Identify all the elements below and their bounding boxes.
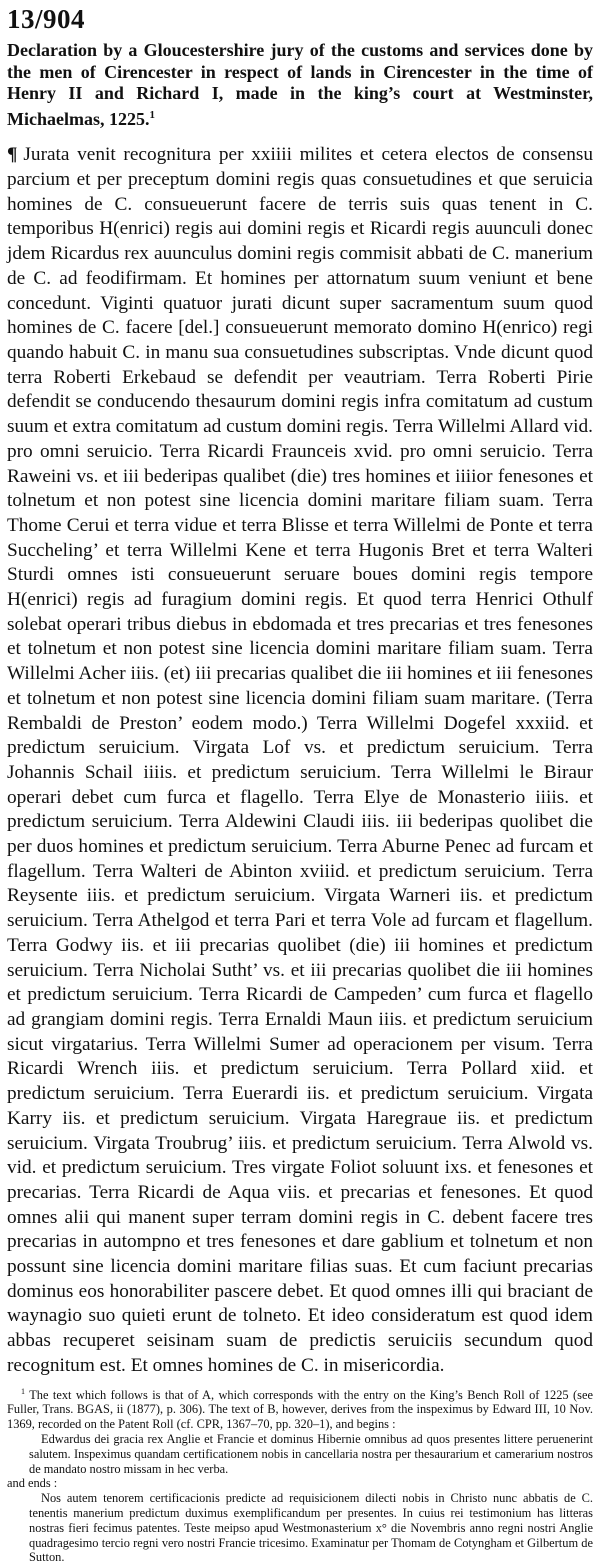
body-paragraph-text: Jurata venit recognitura per xxiiii milites et cetera electos de consensu parcium et per preceptum domini regis quas consuetudines et que seruicia homines de C. consueuerunt facere de terris suis quas tenent in C. temporibus H(enrici) regis aui domini regis et Ricardi regis auunculi donec jdem Ricardus rex auunculus domini regis commisit abbati de C. manerium de C. ad feodifirmam. Et homines per attornatum suum veniunt et bene concedunt. Viginti quatuor jurati dicunt super sacramentum suum quod homines de C. facere [del.] consueuerunt memorato domino H(enrico) regi quando habuit C. in manu sua consuetudines subscriptas. Vnde dicunt quod terra Roberti Erkebaud se defendit per veautriam. Terra Roberti Pirie defendit se conducendo thesaurum domini regis infra comitatum ad custum suum et extra comitatum ad custum domini regis. Terra Willelmi Allard vid. pro omni seruicio. Terra Ricardi Fraunceis xvid. pro omni seruicio. Terra Raweini vs. et iii bederipas qualibet (die) tres homines et iiiior fenesones et tolnetum et non potest sine licencia domini maritare filiam suam. Terra Thome Cerui et terra vidue et terra Blisse et terra Willelmi de Ponte et terra Succheling’ et terra Willelmi Kene et terra Hugonis Bret et terra Walteri Sturdi omnes isti consueuerunt seruare boues domini regis tempore H(enrici) regis ad furagium domini regis. Et quod terra Henrici Othulf solebat operari tribus diebus in ebdomada et tres precarias et tres fenesones et tolnetum et non potest sine licencia domini maritare filiam suam. Terra Willelmi Acher iiis. (et) iii precarias qualibet die iii homines et iii fenesones et tolnetum et non potest sine licencia domini filiam suam maritare. (Terra Rembaldi de Preston’ eodem modo.) Terra Willelmi Dogefel xxxiid. et predictum seruicium. Virgata Lof vs. et predictum seruicium. Terra Johannis Schail iiiis. et predictum seruicium. Terra Willelmi le Biraur operari debet cum furca et flagello. Terra Elye de Monasterio iiiis. et predictum seruicium. Terra Aldewini Claudi iiis. iii bederipas quolibet die per duos homines et predictum seruicium. Terra Aburne Penec ad furcam et flagellum. Terra Walteri de Abinton xviiid. et predictum seruicium. Terra Reysente iiis. et predictum seruicium. Virgata Warneri iis. et predictum seruicium. Terra Athelgod et terra Pari et terra Vole ad furcam et flagellum. Terra Godwy iis. et iii precarias quolibet (die) iii homines et predictum seruicium. Terra Nicholai Sutht’ vs. et iii precarias quolibet die iii homines et predictum seruicium. Terra Ricardi de Campeden’ cum furca et flagello ad grangiam domini regis. Terra Ernaldi Maun iiis. et predictum seruicium sicut virgatarius. Terra Willelmi Sumer ad operacionem per visum. Terra Ricardi Wrench iiis. et predictum seruicium. Terra Pollard xiid. et predictum seruicium. Terra Euerardi iis. et predictum seruicium. Virgata Karry iis. et predictum seruicium. Virgata Haregraue iis. et predictum seruicium. Virgata Troubrug’ iiis. et predictum seruicium. Terra Alwold vs. vid. et predictum seruicium. Tres virgate Foliot soluunt ixs. et fenesones et precarias. Terra Ricardi de Aqua viis. et precarias et fenesones. Et quod omnes alii qui manent super terram domini regis in C. debent facere tres precarias in autompno et tres fenesones et dare gablium et tolnetum et non possunt sine licencia domini maritare filias suas. Et cum faciunt precarias dominus eos honorabiliter pascere debet. Et quod omnes illi qui braciant de waynagio suo quieti erunt de tolneto. Et ideo consideratum est quod idem abbas recuperet seisinam suam de predictis seruiciis secundum quod recognitum est. Et omnes homines de C. in misericordia. — [7, 144, 593, 1376]
footnote-begins-quote: Edwardus dei gracia rex Anglie et Francie et dominus Hibernie omnibus ad quos presentes littere peruenerint salutem. Inspeximus quandam certificationem nobis in cancellaria nostra per thesaurarium et camerarium nostros de mandato nostro missam in hec verba. — [29, 1432, 593, 1476]
footnote-1 — [7, 1385, 593, 1433]
footnotes — [7, 1385, 593, 1565]
document-page — [7, 4, 593, 1565]
document-heading — [7, 40, 593, 130]
heading-text: Declaration by a Gloucestershire jury of the customs and services done by the men of Cirencester in respect of lands in Cirencester in the time of Henry II and Richard I, made in the king’s court at Westminster, Michaelmas, 1225. — [7, 40, 593, 129]
footnote-ends-quote: Nos autem tenorem certificacionis predicte ad requisicionem dilecti nobis in Christo nunc abbatis de C. tenentis manerium predictum duximus exemplificandum per presentes. In cuius rei testimonium has litteras nostras fieri fecimus patentes. Teste meipso apud Westmonasterium x° die Novembris anno regni nostri Anglie quadragesimo tercio regni vero nostri Francie tricesimo. Examinatur per Thomam de Cotyngham et Gilbertum de Sutton. — [29, 1491, 593, 1565]
footnote-and-ends-label: and ends : — [7, 1476, 58, 1491]
footnote-mark: 1 — [21, 1386, 25, 1396]
heading-footnote-mark: 1 — [149, 108, 155, 121]
footnote-text: The text which follows is that of A, which corresponds with the entry on the King’s Bench Roll of 1225 (see Fuller, Trans. BGAS, ii (1877), p. 306). The text of B, however, derives from the inspeximus by Edward III, 10 Nov. 1369, recorded on the Patent Roll (cf. CPR, 1367–70, pp. 320–1), and begins : — [7, 1387, 594, 1432]
pilcrow-icon: ¶ — [7, 144, 18, 166]
document-number: 13/904 — [7, 4, 86, 34]
body-paragraph — [7, 143, 593, 1378]
